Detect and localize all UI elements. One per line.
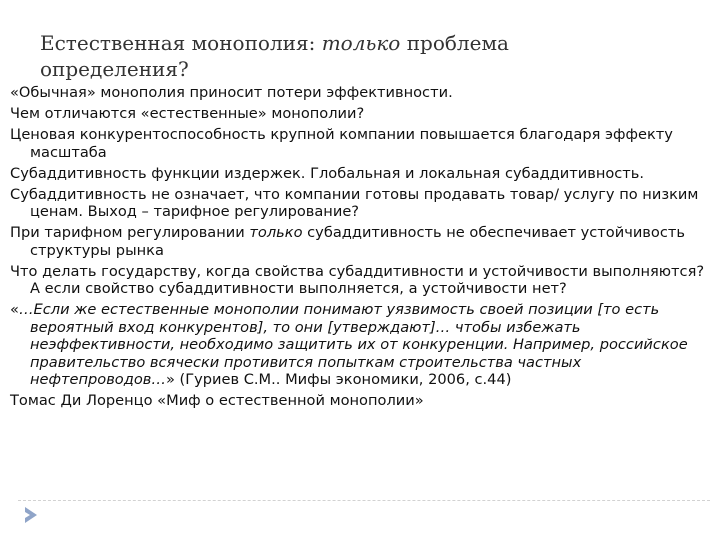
- quote-citation: » (Гуриев С.М.. Мифы экономики, 2006, с.44): [165, 371, 512, 388]
- paragraph-7: Что делать государству, когда свойства субаддитивности и устойчивости выполняются? А если свойство субаддитивности выполняется, а устойчивости нет?: [10, 262, 705, 297]
- paragraph-6-start: При тарифном регулировании: [10, 224, 250, 241]
- title-part1: Естественная монополия:: [40, 31, 322, 55]
- paragraph-3: Ценовая конкурентоспособность крупной компании повышается благодаря эффекту масштаба: [10, 126, 673, 161]
- quote-text: …Если же естественные монополии понимают уязвимость своей позиции [то есть вероятный вход конкурентов], то они [утверждают]… чтобы избежать неэффективности, необходимо защитить их от конкуренции. Например, российское правительство всячески противится попыткам строительства частных нефтепроводов…: [18, 301, 688, 388]
- paragraph-5: Субаддитивность не означает, что компании готовы продавать товар/ услугу по низким ценам. Выход – тарифное регулирование?: [10, 185, 699, 220]
- paragraph-2: Чем отличаются «естественные» монополии?: [10, 105, 365, 122]
- title-emphasis: только: [321, 31, 401, 55]
- paragraph-8-quote: [10, 301, 715, 389]
- slide-body: [10, 84, 715, 413]
- quote-open: «: [10, 301, 19, 318]
- triangle-arrow-icon: [24, 506, 38, 524]
- title-part3: проблема определения?: [40, 31, 509, 81]
- paragraph-4: Субаддитивность функции издержек. Глобальная и локальная субаддитивность.: [10, 164, 645, 182]
- slide-title: [40, 30, 640, 82]
- paragraph-1: «Обычная» монополия приносит потери эффективности.: [10, 84, 453, 101]
- footer-divider: [18, 500, 710, 501]
- paragraph-6-emphasis: только: [249, 224, 303, 241]
- paragraph-9: Томас Ди Лоренцо «Миф о естественной монополии»: [10, 392, 424, 409]
- paragraph-6-end: субаддитивность не обеспечивает устойчивость структуры рынка: [30, 224, 685, 259]
- paragraph-6: [10, 224, 715, 259]
